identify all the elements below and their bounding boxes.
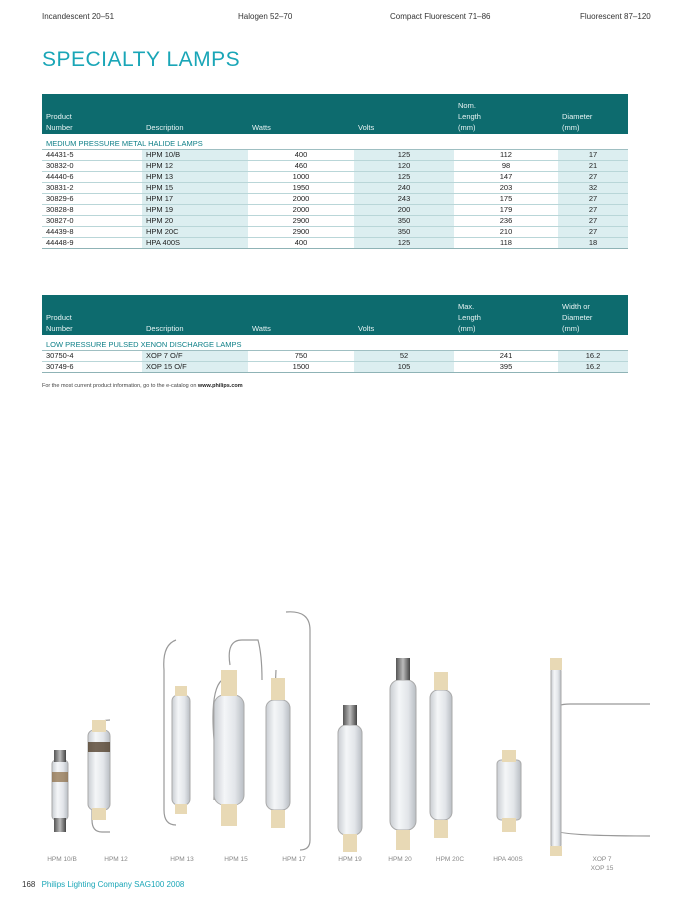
cell-description: HPM 13: [142, 172, 248, 183]
cell-watts: 1950: [248, 183, 354, 194]
lamp-hpm-20: [390, 658, 416, 850]
header-volts: Volts: [354, 324, 454, 335]
header-length-l2: Length: [454, 313, 558, 324]
section-heading-row: [42, 134, 628, 150]
cell-number: 44448-9: [42, 238, 142, 249]
footer-company: Philips Lighting Company SAG100 2008: [41, 880, 185, 889]
cell-description: HPM 15: [142, 183, 248, 194]
cell-volts: 125: [354, 238, 454, 249]
xenon-table: [42, 295, 628, 373]
cell-description: HPM 12: [142, 161, 248, 172]
cell-description: HPM 10/B: [142, 150, 248, 161]
footnote-text: For the most current product information, go to the e-catalog on: [42, 383, 198, 389]
section-heading-row: [42, 335, 628, 351]
lamp-label: HPM 13: [170, 856, 194, 863]
cell-watts: 460: [248, 161, 354, 172]
cell-volts: 125: [354, 172, 454, 183]
lamp-label: HPA 400S: [493, 856, 523, 863]
cell-length: 203: [454, 183, 558, 194]
cell-length: 210: [454, 227, 558, 238]
table-row: [42, 238, 628, 249]
header-length-l3: (mm): [454, 324, 558, 335]
cell-length: 395: [454, 362, 558, 373]
table-row: [42, 150, 628, 161]
cell-volts: 350: [354, 227, 454, 238]
cell-diameter: 27: [558, 205, 628, 216]
table-row: [42, 194, 628, 205]
lamp-label: HPM 17: [282, 856, 306, 863]
lamp-hpm-19: [338, 705, 362, 852]
lamp-hpa-400s: [497, 750, 521, 832]
cell-description: HPM 17: [142, 194, 248, 205]
cell-length: 179: [454, 205, 558, 216]
header-description: Description: [142, 324, 248, 335]
cell-watts: 2000: [248, 194, 354, 205]
header-diameter-l1: Diameter: [558, 112, 628, 123]
cell-volts: 105: [354, 362, 454, 373]
cell-length: 112: [454, 150, 558, 161]
header-length-l1: Max.: [454, 295, 558, 313]
cell-number: 30827-0: [42, 216, 142, 227]
cell-diameter: 16.2: [558, 351, 628, 362]
header-description: Description: [142, 123, 248, 134]
lamp-label: XOP 7: [592, 856, 612, 863]
lamp-hpm-17: [266, 678, 290, 828]
cell-number: 30750-4: [42, 351, 142, 362]
cell-description: HPM 19: [142, 205, 248, 216]
cell-diameter: 16.2: [558, 362, 628, 373]
cell-diameter: 32: [558, 183, 628, 194]
lamp-label: HPM 15: [224, 856, 248, 863]
header-length-l3: (mm): [454, 123, 558, 134]
metal-halide-table: [42, 94, 628, 249]
cell-diameter: 17: [558, 150, 628, 161]
table-row: [42, 205, 628, 216]
section-title: MEDIUM PRESSURE METAL HALIDE LAMPS: [42, 134, 628, 150]
header-diameter-l1: Width or: [558, 295, 628, 313]
nav-fluorescent[interactable]: Fluorescent 87–120: [580, 12, 651, 21]
cell-diameter: 27: [558, 227, 628, 238]
nav-incandescent[interactable]: Incandescent 20–51: [42, 12, 115, 21]
lamp-hpm-20c: [430, 672, 452, 838]
cell-diameter: 27: [558, 216, 628, 227]
lamp-label: HPM 12: [104, 856, 128, 863]
cell-watts: 1000: [248, 172, 354, 183]
lamp-illustration: [0, 600, 700, 870]
cell-description: XOP 15 O/F: [142, 362, 248, 373]
header-diameter-l3: (mm): [558, 324, 628, 335]
cell-watts: 750: [248, 351, 354, 362]
lamp-label: HPM 19: [338, 856, 362, 863]
lamp-xop: [550, 658, 562, 856]
cell-watts: 400: [248, 150, 354, 161]
cell-volts: 243: [354, 194, 454, 205]
table-row: [42, 216, 628, 227]
cell-volts: 120: [354, 161, 454, 172]
table-row: [42, 227, 628, 238]
table-row: [42, 362, 628, 373]
cell-description: HPA 400S: [142, 238, 248, 249]
cell-length: 118: [454, 238, 558, 249]
cell-diameter: 18: [558, 238, 628, 249]
cell-watts: 1500: [248, 362, 354, 373]
header-diameter-l2: Diameter: [558, 313, 628, 324]
cell-number: 30829-6: [42, 194, 142, 205]
lamp-hpm-12: [88, 720, 110, 820]
cell-number: 30828-8: [42, 205, 142, 216]
header-diameter-l2: (mm): [558, 123, 628, 134]
cell-volts: 200: [354, 205, 454, 216]
cell-number: 30831-2: [42, 183, 142, 194]
section-title: LOW PRESSURE PULSED XENON DISCHARGE LAMPS: [42, 335, 628, 351]
cell-volts: 52: [354, 351, 454, 362]
page-title: SPECIALTY LAMPS: [42, 48, 241, 71]
cell-number: 44439-8: [42, 227, 142, 238]
page-number: 168: [22, 880, 36, 889]
lamp-label: HPM 20C: [435, 856, 465, 863]
header-length-l1: Nom.: [454, 94, 558, 112]
page-footer: [22, 880, 184, 889]
table-row: [42, 172, 628, 183]
header-volts: Volts: [354, 123, 454, 134]
lamp-hpm-13: [172, 686, 190, 814]
cell-number: 44440-6: [42, 172, 142, 183]
footnote-link[interactable]: www.philips.com: [197, 383, 243, 389]
cell-number: 30749-6: [42, 362, 142, 373]
cell-volts: 125: [354, 150, 454, 161]
cell-volts: 240: [354, 183, 454, 194]
lamp-hpm-15: [214, 670, 244, 826]
cell-diameter: 27: [558, 194, 628, 205]
cell-volts: 350: [354, 216, 454, 227]
cell-description: HPM 20: [142, 216, 248, 227]
cell-watts: 2900: [248, 227, 354, 238]
lamp-hpm-10b: [52, 750, 68, 832]
table-row: [42, 183, 628, 194]
cell-number: 44431-5: [42, 150, 142, 161]
header-product-l2: Number: [42, 123, 142, 134]
cell-length: 98: [454, 161, 558, 172]
table-header: [42, 295, 628, 335]
cell-diameter: 27: [558, 172, 628, 183]
cell-description: XOP 7 O/F: [142, 351, 248, 362]
nav-compact-fluorescent[interactable]: Compact Fluorescent 71–86: [390, 12, 491, 21]
header-watts: Watts: [248, 324, 354, 335]
cell-length: 175: [454, 194, 558, 205]
header-watts: Watts: [248, 123, 354, 134]
lamp-label: HPM 10/B: [47, 856, 77, 863]
top-navigation: [0, 12, 700, 26]
table-row: [42, 161, 628, 172]
header-product-l1: Product: [42, 313, 142, 324]
cell-watts: 2900: [248, 216, 354, 227]
lamp-label: XOP 15: [590, 865, 614, 872]
cell-length: 236: [454, 216, 558, 227]
table-header: [42, 94, 628, 134]
header-product-l2: Number: [42, 324, 142, 335]
footnote: [42, 383, 243, 389]
cell-watts: 400: [248, 238, 354, 249]
cell-diameter: 21: [558, 161, 628, 172]
cell-number: 30832-0: [42, 161, 142, 172]
table-row: [42, 351, 628, 362]
nav-halogen[interactable]: Halogen 52–70: [238, 12, 293, 21]
header-length-l2: Length: [454, 112, 558, 123]
cell-description: HPM 20C: [142, 227, 248, 238]
cell-length: 147: [454, 172, 558, 183]
lamp-label: HPM 20: [388, 856, 412, 863]
cell-watts: 2000: [248, 205, 354, 216]
header-product-l1: Product: [42, 112, 142, 123]
cell-length: 241: [454, 351, 558, 362]
